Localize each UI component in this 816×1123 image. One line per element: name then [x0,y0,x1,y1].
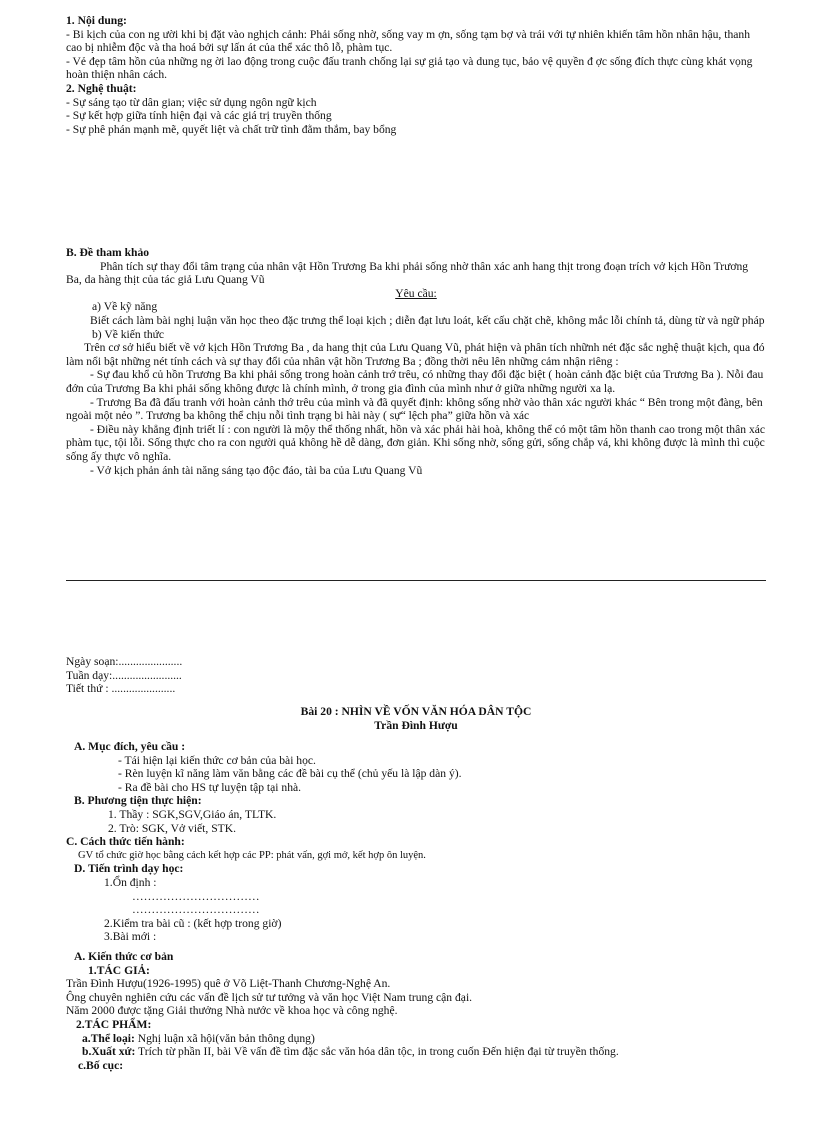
xuat-xu-label: b.Xuất xứ: [82,1045,136,1059]
de-tham-khao-heading: B. Đề tham khảo [66,246,150,259]
tac-gia-heading: 1.TÁC GIẢ: [88,963,150,977]
kien-thuc-co-ban [66,950,766,1072]
section-divider [66,580,766,581]
kien-thuc-point: - Sự đau khổ củ hồn Trương Ba khi phải sống trong hoàn cảnh trớ trêu, có những thay đổi đặc biệt ( hoàn cảnh đặc biệt của Trương Ba ). Nỗi đau đớn của Trương Ba khi phải sống không được là chính mình, ở trong gia đình của mình như ở giữa những người xa lạ. [66,368,764,395]
kien-thuc-text: Trên cơ sở hiểu biết về vở kịch Hồn Trương Ba , da hang thịt của Lưu Quang Vũ, phát hiện và phân tích nhữnh nét đặc sắc nghệ thuật kịch, qua đó làm nổi bật những nét tính cách và sự thay đổi của nhân vật hồn Trương Ba ; đồng thời nêu lên những cảm nhận riêng : [66,341,765,368]
kien-thuc-label: b) Về kiến thức [92,327,165,341]
de-prompt: Phân tích sự thay đổi tâm trạng của nhân vật Hồn Trương Ba khi phải sống nhờ thân xác anh hang thịt trong đoạn trích vở kịch Hồn Trương Ba, da hàng thịt của tác giả Lưu Quang Vũ [66,259,749,287]
noi-dung-item: - Bi kịch của con ng ười khi bị đặt vào nghịch cảnh: Phải sống nhờ, sống vay m ợn, sống tạm bợ và trái với tự nhiên khiến tâm hồn nhân hậu, thanh cao bị nhiễm độc và tha hoá bởi sự lấn át của thể xác thô lỗ, phàm tục. [66,27,750,55]
tac-gia-line: Ông chuyên nghiên cứu các vấn đề lịch sử tư tưởng và văn học Việt Nam trung cận đại. [66,990,473,1004]
kien-thuc-heading: A. Kiến thức cơ bản [74,950,174,963]
tac-pham-heading: 2.TÁC PHẨM: [76,1017,152,1031]
nghe-thuat-item: - Sự sáng tạo từ dân gian; việc sử dụng ngôn ngữ kịch [66,95,317,109]
on-dinh: 1.Ổn định : [104,875,157,889]
cach-thuc-heading: C. Cách thức tiến hành: [66,835,185,849]
lesson-plan [66,740,766,944]
cach-thuc-text: GV tổ chức giờ học bằng cách kết hợp các PP: phát vấn, gợi mở, kết hợp ôn luyện. [78,849,426,861]
tien-trinh-heading: D. Tiến trình dạy học: [74,862,184,876]
noi-dung-item: - Vẻ đẹp tâm hồn của những ng ời lao động trong cuộc đấu tranh chống lại sự giả tạo và dung tục, bảo vệ quyền đ ợc sống đích thực cùng khát vọng hoàn thiện nhân cách. [66,54,753,82]
yeu-cau-heading: Yêu cầu: [395,286,437,300]
phuong-tien-item: 1. Thầy : SGK,SGV,Giáo án, TLTK. [108,807,277,821]
bai-moi: 3.Bài mới : [104,930,157,944]
lesson-meta [66,655,766,696]
muc-dich-item: - Rèn luyện kĩ năng làm văn bằng các đề bài cụ thể (chủ yếu là lập dàn ý). [118,767,462,781]
tiet-thu: Tiết thứ : ...................... [66,682,176,696]
xuat-xu-line [66,1045,766,1059]
lesson-header [66,705,766,732]
kiem-tra-bai-cu: 2.Kiểm tra bài cũ : (kết hợp trong giờ) [104,916,282,930]
the-loai-value: Nghị luận xã hội(văn bản thông dụng) [134,1031,315,1045]
ky-nang-text: Biết cách làm bài nghị luận văn học theo đặc trưng thể loại kịch ; diễn đạt lưu loát, kết cấu chặt chẽ, không mắc lỗi chính tả, dùng từ và ngữ pháp [90,313,765,327]
ngay-soan: Ngày soạn:...................... [66,655,183,668]
dots-line: …………………………… [132,903,260,917]
dots-line: …………………………… [132,889,260,903]
nghe-thuat-item: - Sự kết hợp giữa tính hiện đại và các giá trị truyền thống [66,109,332,123]
bo-cuc-label: c.Bố cục: [78,1058,124,1072]
the-loai-line [66,1032,766,1046]
nghe-thuat-item: - Sự phê phán mạnh mẽ, quyết liệt và chất trữ tình đằm thắm, bay bổng [66,122,397,136]
muc-dich-heading: A. Mục đích, yêu cầu : [74,740,186,753]
tac-gia-line: Năm 2000 được tặng Giải thưởng Nhà nước về khoa học và công nghệ. [66,1004,398,1018]
kien-thuc-point: - Điều này khẳng định triết lí : con người là mộy thể thống nhất, hồn và xác phải hài hoà, không thể có một tâm hồn thanh cao trong một thân xác phàm tục, tội lỗi. Sống thực cho ra con người quả không hề dễ dàng, đơn giản. Khi sống nhờ, sống gửi, sống chắp vá, khi không được là mình thì cuộc sống ấy thực vô nghĩa. [66,422,766,463]
section-de-tham-khao [66,246,766,477]
lesson-title: Bài 20 : NHÌN VỀ VỐN VĂN HÓA DÂN TỘC [300,705,532,718]
muc-dich-item: - Ra đề bài cho HS tự luyện tập tại nhà. [118,780,302,794]
section-noi-dung [66,14,766,136]
the-loai-label: a.Thể loại: [82,1031,135,1045]
nghe-thuat-heading: 2. Nghệ thuật: [66,81,137,95]
muc-dich-item: - Tái hiện lại kiến thức cơ bản của bài học. [118,753,316,767]
tac-gia-line: Trần Đình Hượu(1926-1995) quê ở Võ Liệt-Thanh Chương-Nghệ An. [66,977,391,991]
phuong-tien-item: 2. Trò: SGK, Vở viết, STK. [108,821,237,835]
phuong-tien-heading: B. Phương tiện thực hiện: [74,794,202,808]
tuan-day: Tuần dạy:........................ [66,668,182,682]
xuat-xu-value: Trích từ phần II, bài Về vấn đề tìm đặc sắc văn hóa dân tộc, in trong cuốn Đến hiện đại từ truyền thống. [135,1045,619,1059]
ky-nang-label: a) Về kỹ năng [92,300,158,314]
lesson-author: Trần Đình Hượu [374,718,458,732]
kien-thuc-point: - Vở kịch phản ánh tài năng sáng tạo độc đáo, tài ba của Lưu Quang Vũ [90,463,423,477]
kien-thuc-point: - Trương Ba đã đấu tranh với hoàn cảnh thớ trêu của mình và đã quyết định: không sống nhờ vào thân xác người khác “ Bên trong một đàng, bên ngoài một nẻo ”. Trương ba không thể chịu nỗi tình trạng bi hài này ( sự“ lệch pha” giữa hồn và xác [66,395,763,423]
noi-dung-heading: 1. Nội dung: [66,14,127,27]
